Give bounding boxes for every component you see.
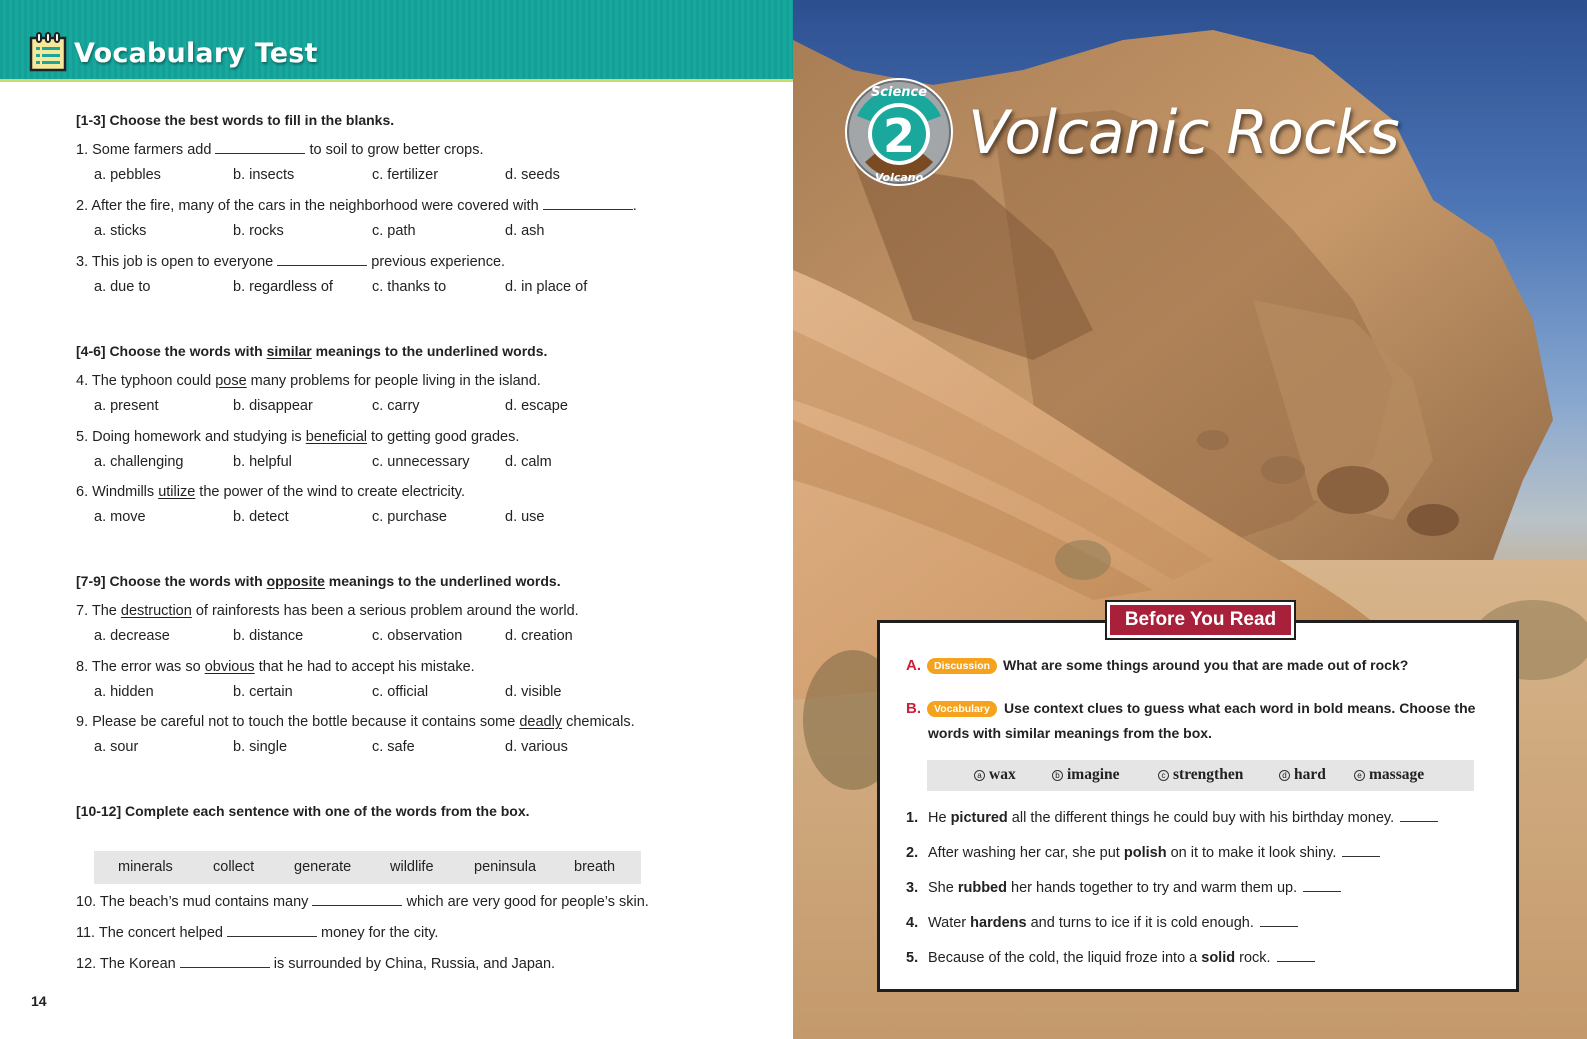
option-d: d. seeds	[505, 167, 560, 183]
answer-blank	[227, 925, 317, 937]
discussion-question: What are some things around you that are made out of rock?	[1003, 657, 1409, 673]
option-d: d. use	[505, 509, 545, 525]
question-6-text-before: 6. Windmills	[76, 484, 159, 500]
question-10-text-before: 10. The beach’s mud contains many	[76, 894, 313, 910]
answer-blank	[180, 956, 270, 968]
question-4-options	[94, 398, 654, 416]
option-b: b. single	[233, 739, 288, 755]
before-you-read-tab: Before You Read	[1107, 602, 1294, 638]
option-c: c. observation	[372, 628, 463, 644]
science-volcano-badge	[843, 76, 955, 188]
question-7-text-after: of rainforests has been a serious problem around the world.	[191, 603, 579, 619]
option-c: c. safe	[372, 739, 415, 755]
question-7-options	[94, 628, 654, 646]
question-1-options	[94, 167, 654, 185]
choice-mark: c	[1158, 770, 1169, 781]
question-11-text-before: 11. The concert helped	[76, 925, 228, 941]
answer-blank	[1277, 950, 1315, 962]
sentence-text: He	[928, 810, 951, 826]
badge-top-label: Science	[870, 85, 928, 100]
page-header	[0, 0, 793, 82]
option-a: a. sticks	[94, 223, 147, 239]
question-11	[76, 925, 438, 941]
question-9-options	[94, 739, 654, 757]
question-1	[76, 142, 484, 158]
question-12	[76, 956, 555, 972]
question-5-text-after: to getting good grades.	[366, 429, 520, 445]
item-b-letter: B.	[906, 700, 921, 717]
question-3-text-before: 3. This job is open to everyone	[76, 254, 278, 270]
badge-number: 2	[882, 109, 916, 163]
underlined-word: deadly	[519, 714, 563, 730]
option-b: b. regardless of	[233, 279, 333, 295]
option-c: c. carry	[372, 398, 420, 414]
sentence-text: all the different things he could buy with his birthday money.	[1007, 810, 1395, 826]
vocab-sentence-3	[928, 880, 1341, 896]
instruction-underlined: similar	[266, 343, 312, 359]
question-5	[76, 429, 519, 445]
question-6-options	[94, 509, 654, 527]
option-b: b. detect	[233, 509, 289, 525]
question-8-options	[94, 684, 654, 702]
sentence-text: She	[928, 880, 958, 896]
question-9	[76, 714, 635, 730]
option-d: d. various	[505, 739, 568, 755]
answer-blank	[277, 254, 367, 266]
bold-word: pictured	[950, 810, 1008, 826]
question-9-text-before: 9. Please be careful not to touch the bottle because it contains some	[76, 714, 520, 730]
vocabulary-pill: Vocabulary	[927, 701, 997, 717]
notepad-icon	[29, 32, 67, 72]
answer-blank	[1342, 845, 1380, 857]
option-a: a. due to	[94, 279, 151, 295]
question-1-text-before: 1. Some farmers add	[76, 142, 216, 158]
underlined-word: pose	[215, 373, 247, 389]
vocabulary-choices-box	[927, 760, 1474, 791]
choice-c	[1158, 766, 1243, 784]
option-d: d. creation	[505, 628, 573, 644]
section4-instruction: [10-12] Complete each sentence with one of the words from the box.	[76, 803, 530, 819]
question-7-text-before: 7. The	[76, 603, 121, 619]
answer-blank	[1260, 915, 1298, 927]
question-3	[76, 254, 505, 270]
lesson-title: Volcanic Rocks	[968, 98, 1399, 168]
badge-bottom-label: Volcano	[874, 171, 924, 184]
question-10-text-after: which are very good for people’s skin.	[402, 894, 649, 910]
answer-blank	[543, 198, 633, 210]
choice-b	[1052, 766, 1120, 784]
bold-word: rubbed	[957, 880, 1007, 896]
item-number: 4.	[906, 915, 919, 931]
option-a: a. challenging	[94, 454, 184, 470]
sentence-text: on it to make it look shiny.	[1166, 845, 1337, 861]
question-2-options	[94, 223, 654, 241]
item-number: 3.	[906, 880, 919, 896]
question-9-text-after: chemicals.	[562, 714, 635, 730]
choice-word: imagine	[1067, 766, 1120, 783]
question-2	[76, 198, 637, 214]
choice-e	[1354, 766, 1424, 784]
option-a: a. move	[94, 509, 146, 525]
box-word: breath	[574, 859, 616, 875]
option-c: c. thanks to	[372, 279, 447, 295]
section3-instruction	[76, 573, 561, 589]
page-title: Vocabulary Test	[74, 38, 318, 69]
bold-word: solid	[1201, 950, 1236, 966]
option-a: a. pebbles	[94, 167, 161, 183]
item-number: 5.	[906, 950, 919, 966]
option-c: c. fertilizer	[372, 167, 439, 183]
sentence-text: and turns to ice if it is cold enough.	[1026, 915, 1254, 931]
before-you-read-box	[877, 620, 1519, 992]
option-b: b. distance	[233, 628, 304, 644]
choice-mark: d	[1279, 770, 1290, 781]
question-10	[76, 894, 649, 910]
question-3-options	[94, 279, 654, 297]
instruction-text: meanings to the underlined words.	[311, 343, 548, 359]
answer-blank	[215, 142, 305, 154]
vocab-sentence-4	[928, 915, 1298, 931]
question-12-text-before: 12. The Korean	[76, 956, 180, 972]
vocab-sentence-5	[928, 950, 1315, 966]
question-12-text-after: is surrounded by China, Russia, and Japan.	[269, 956, 556, 972]
section1-instruction: [1-3] Choose the best words to fill in the blanks.	[76, 112, 395, 128]
option-d: d. in place of	[505, 279, 588, 295]
vocabulary-instruction-line1: Use context clues to guess what each word in bold means. Choose the	[1004, 700, 1476, 716]
option-c: c. purchase	[372, 509, 447, 525]
instruction-underlined: opposite	[266, 573, 325, 589]
section2-instruction	[76, 343, 547, 359]
sentence-text: Because of the cold, the liquid froze into a	[928, 950, 1202, 966]
option-a: a. hidden	[94, 684, 154, 700]
option-b: b. helpful	[233, 454, 292, 470]
choice-a	[974, 766, 1016, 784]
vocab-sentence-2	[928, 845, 1380, 861]
underlined-word: obvious	[204, 659, 255, 675]
choice-word: hard	[1294, 766, 1326, 783]
underlined-word: utilize	[158, 484, 196, 500]
option-d: d. calm	[505, 454, 552, 470]
question-8	[76, 659, 475, 675]
page-number: 14	[31, 993, 47, 1009]
sentence-text: Water	[928, 915, 971, 931]
item-number: 2.	[906, 845, 919, 861]
underlined-word: destruction	[120, 603, 192, 619]
option-a: a. sour	[94, 739, 139, 755]
question-4	[76, 373, 541, 389]
question-6	[76, 484, 465, 500]
bold-word: hardens	[970, 915, 1027, 931]
answer-blank	[312, 894, 402, 906]
question-8-text-before: 8. The error was so	[76, 659, 205, 675]
choice-word: strengthen	[1173, 766, 1244, 783]
question-4-text-after: many problems for people living in the island.	[246, 373, 541, 389]
sentence-text: rock.	[1235, 950, 1271, 966]
question-7	[76, 603, 579, 619]
option-b: b. disappear	[233, 398, 313, 414]
discussion-pill: Discussion	[927, 658, 997, 674]
sentence-text: After washing her car, she put	[928, 845, 1124, 861]
choice-mark: b	[1052, 770, 1063, 781]
box-word: collect	[213, 859, 255, 875]
option-a: a. decrease	[94, 628, 170, 644]
question-1-text-after: to soil to grow better crops.	[305, 142, 484, 158]
choice-word: wax	[989, 766, 1016, 783]
word-box	[94, 851, 641, 884]
choice-d	[1279, 766, 1326, 784]
box-word: peninsula	[474, 859, 537, 875]
sentence-text: her hands together to try and warm them up.	[1006, 880, 1298, 896]
item-number: 1.	[906, 810, 919, 826]
instruction-text: [7-9] Choose the words with	[76, 573, 267, 589]
option-a: a. present	[94, 398, 159, 414]
instruction-text: [4-6] Choose the words with	[76, 343, 267, 359]
bold-word: polish	[1123, 845, 1167, 861]
vocabulary-instruction-line2: words with similar meanings from the box.	[928, 725, 1212, 741]
question-2-text-before: 2. After the fire, many of the cars in the neighborhood were covered with	[76, 198, 543, 214]
choice-mark: e	[1354, 770, 1365, 781]
option-d: d. visible	[505, 684, 562, 700]
question-5-options	[94, 454, 654, 472]
option-c: c. official	[372, 684, 429, 700]
option-b: b. insects	[233, 167, 295, 183]
option-c: c. path	[372, 223, 416, 239]
box-word: wildlife	[390, 859, 434, 875]
choice-word: massage	[1369, 766, 1425, 783]
question-2-text-after: .	[632, 198, 637, 214]
option-b: b. rocks	[233, 223, 284, 239]
answer-blank	[1400, 810, 1438, 822]
answer-blank	[1303, 880, 1341, 892]
question-3-text-after: previous experience.	[367, 254, 506, 270]
choice-mark: a	[974, 770, 985, 781]
option-d: d. ash	[505, 223, 545, 239]
underlined-word: beneficial	[305, 429, 367, 445]
question-6-text-after: the power of the wind to create electricity.	[195, 484, 465, 500]
question-5-text-before: 5. Doing homework and studying is	[76, 429, 306, 445]
option-b: b. certain	[233, 684, 293, 700]
instruction-text: meanings to the underlined words.	[324, 573, 561, 589]
question-4-text-before: 4. The typhoon could	[76, 373, 216, 389]
vocab-sentence-1	[928, 810, 1438, 826]
question-8-text-after: that he had to accept his mistake.	[254, 659, 475, 675]
box-word: generate	[294, 859, 352, 875]
left-page	[0, 0, 793, 1039]
option-c: c. unnecessary	[372, 454, 470, 470]
option-d: d. escape	[505, 398, 568, 414]
question-11-text-after: money for the city.	[317, 925, 439, 941]
item-a-letter: A.	[906, 657, 921, 674]
box-word: minerals	[118, 859, 173, 875]
